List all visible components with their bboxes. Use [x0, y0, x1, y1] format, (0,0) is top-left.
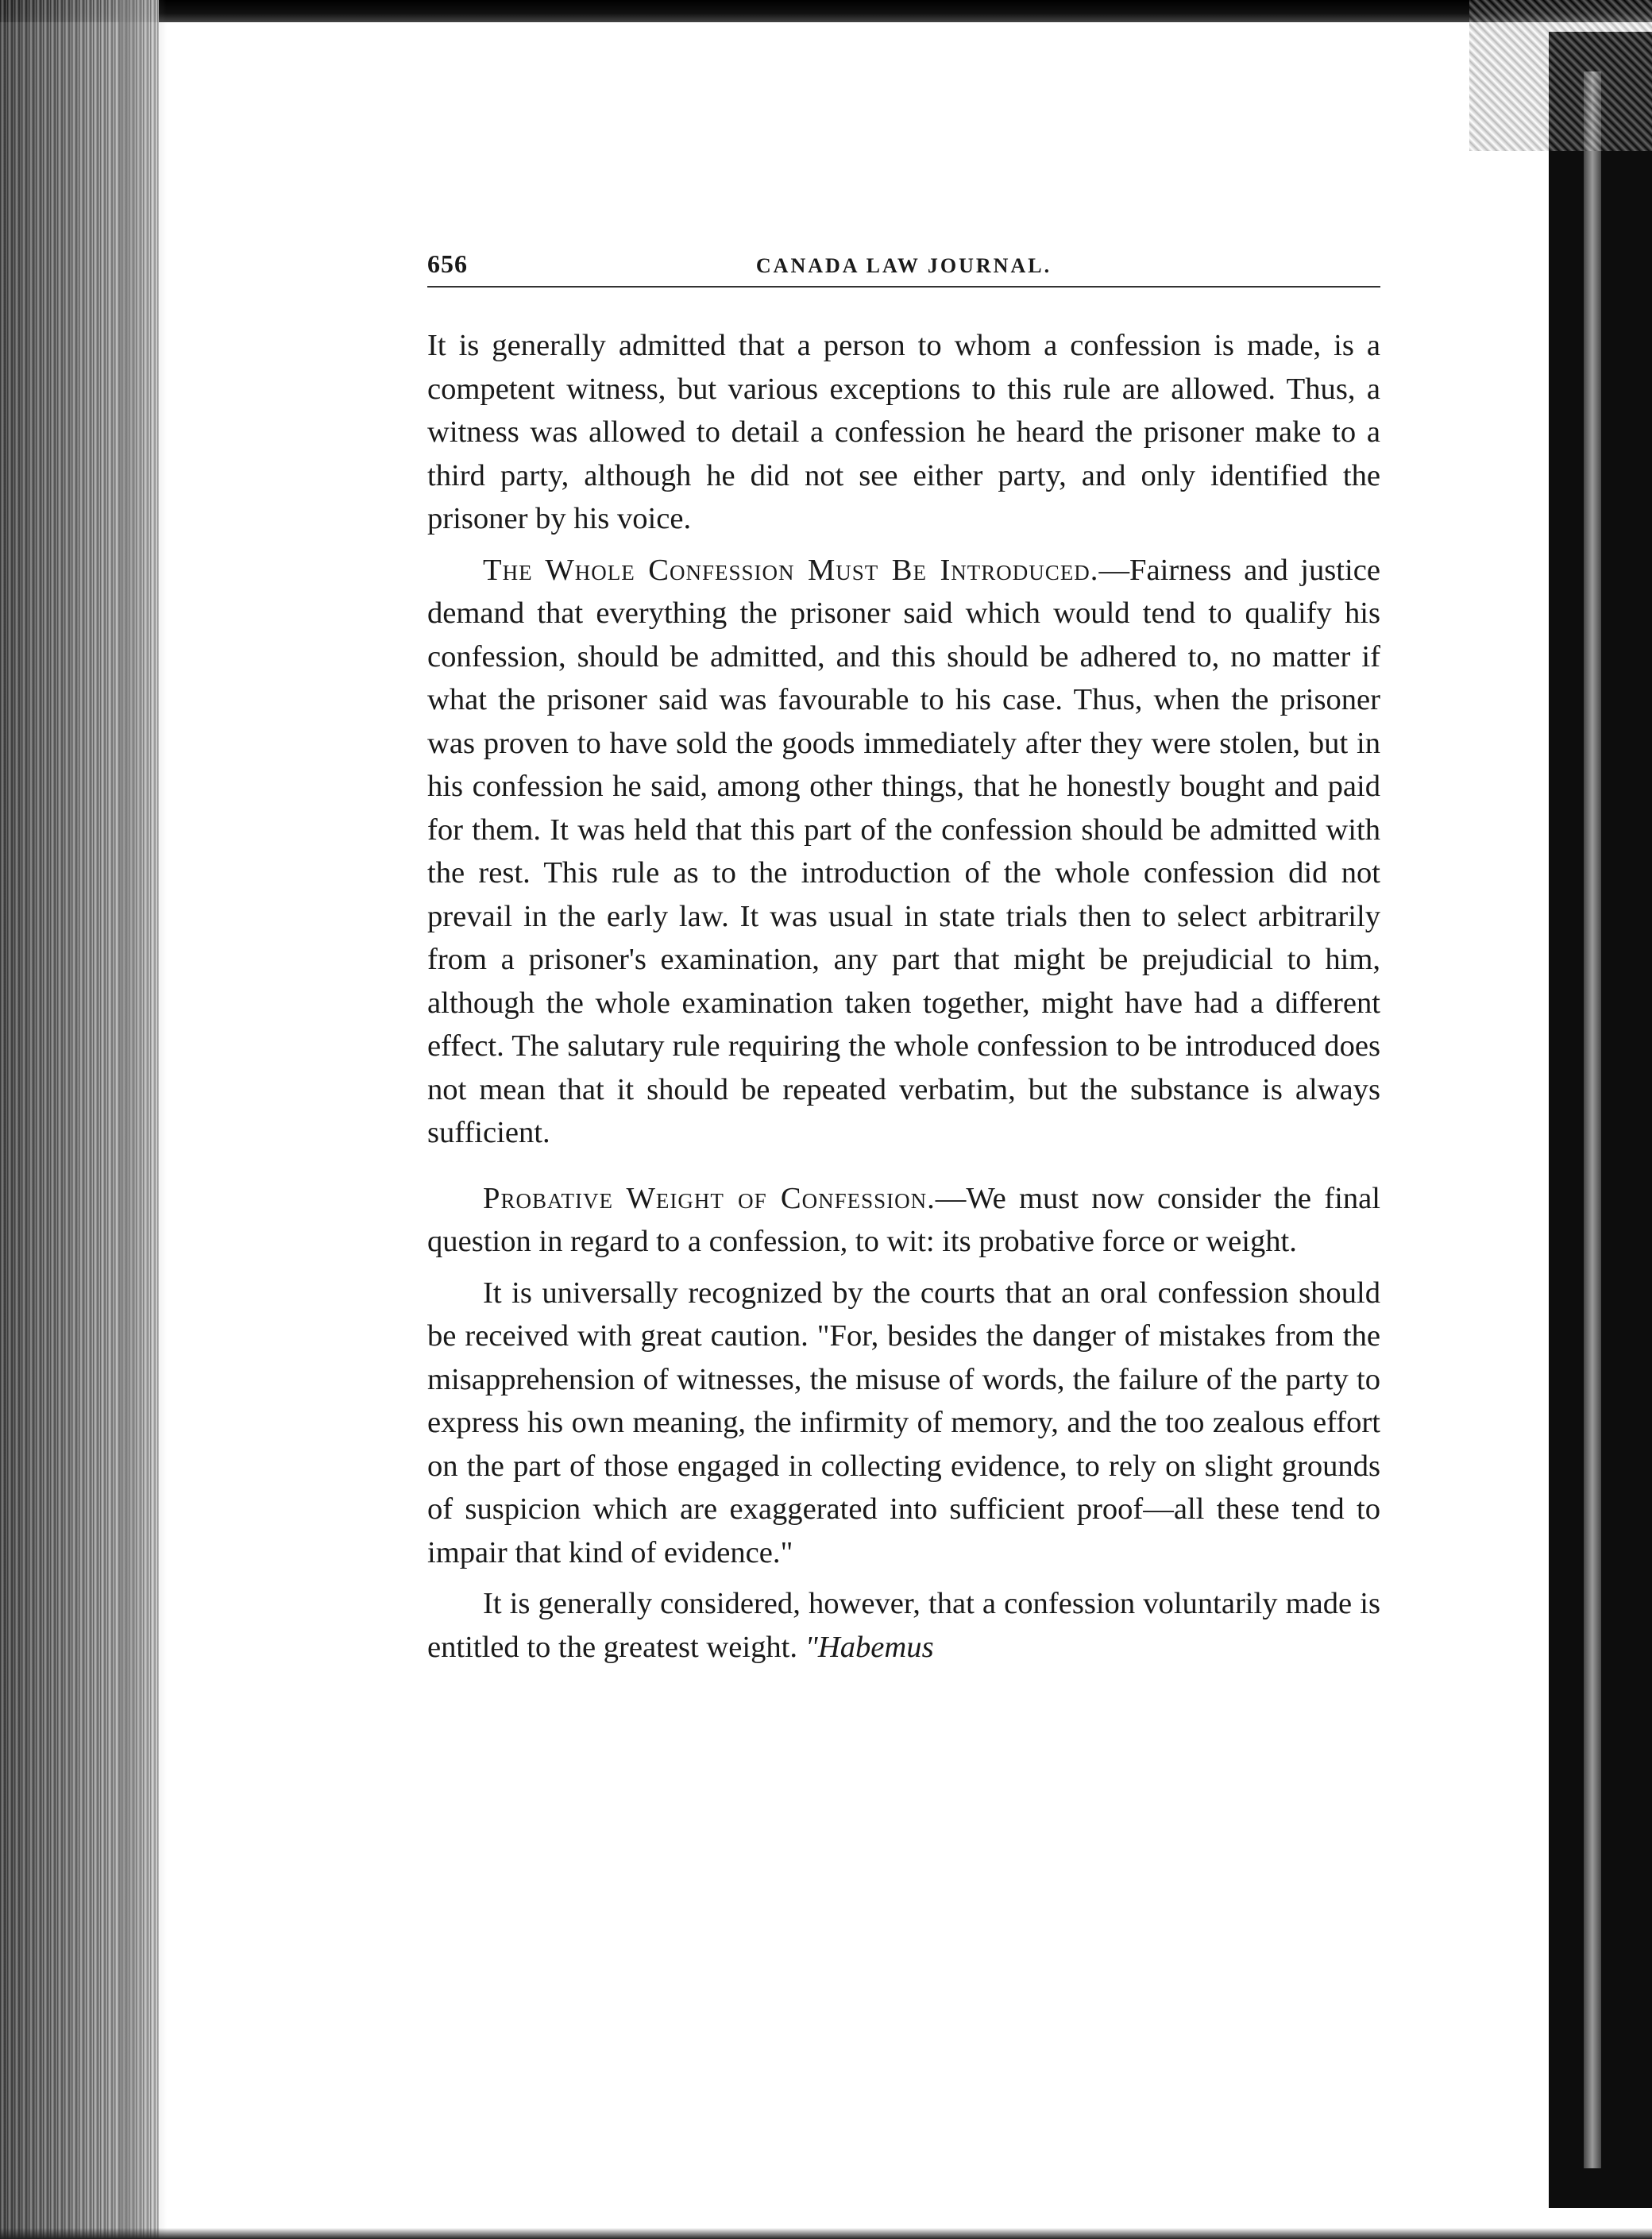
paragraph-text: It is generally considered, however, that a confession voluntarily made is entitled to the greatest weight. — [427, 1587, 1380, 1664]
paragraph-text: —We must now consider the final question in regard to a confession, to wit: its probative force or weight. — [427, 1181, 1380, 1258]
italic-quote-start: "Habemus — [805, 1630, 934, 1664]
scan-right-top-noise — [1469, 0, 1652, 151]
paragraph-probative-weight — [427, 1177, 1380, 1264]
paragraph-text: It is universally recognized by the courts that an oral confession should be received with great caution. "For, besides the danger of mistakes from the misapprehension of witnesses, the misuse of words, the failure of the party to express his own meaning, the infirmity of memory, and the too zealous effort on the part of those engaged in collecting evidence, to rely on slight grounds of suspicion which are exaggerated into sufficient proof—all these tend to impair that kind of evidence." — [427, 1276, 1380, 1569]
paragraph-text: —Fairness and justice demand that everything the prisoner said which would tend to qualify his confession, should be admitted, and this should be adhered to, no matter if what the prisoner said was favourable to his case. Thus, when the prisoner was proven to have sold the goods immediately after they were stolen, but in his confession he said, among other things, that he honestly bought and paid for them. It was held that this part of the confession should be admitted with the rest. This rule as to the introduction of the whole confession did not prevail in the early law. It was usual in state trials then to select arbitrarily from a prisoner's examination, any part that might be prejudicial to him, although the whole examination taken together, might have had a different effect. The salutary rule requiring the whole confession to be introduced does not mean that it should be repeated verbatim, but the substance is always sufficient. — [427, 553, 1380, 1149]
body-text — [427, 324, 1380, 1669]
section-heading: The Whole Confession Must Be Introduced. — [483, 553, 1099, 587]
paragraph-whole-confession — [427, 549, 1380, 1155]
running-head — [427, 238, 1380, 288]
journal-page — [427, 238, 1380, 1669]
scan-top-edge — [0, 0, 1652, 22]
paragraph-witness-competence — [427, 324, 1380, 541]
scan-left-shadow — [119, 0, 167, 2239]
page-number: 656 — [427, 249, 468, 278]
scan-bottom-edge — [0, 2228, 1652, 2239]
scan-right-gap — [1584, 71, 1601, 2168]
paragraph-text: It is generally admitted that a person to whom a confession is made, is a competent witness, but various exceptions to this rule are allowed. Thus, a witness was allowed to detail a confession he heard the prisoner make to a third party, although he did not see either party, and only identified the prisoner by his voice. — [427, 329, 1380, 535]
paragraph-voluntary-confession — [427, 1582, 1380, 1669]
paragraph-oral-confession — [427, 1272, 1380, 1575]
section-heading: Probative Weight of Confession. — [483, 1181, 936, 1215]
journal-title: CANADA LAW JOURNAL. — [755, 254, 1052, 277]
